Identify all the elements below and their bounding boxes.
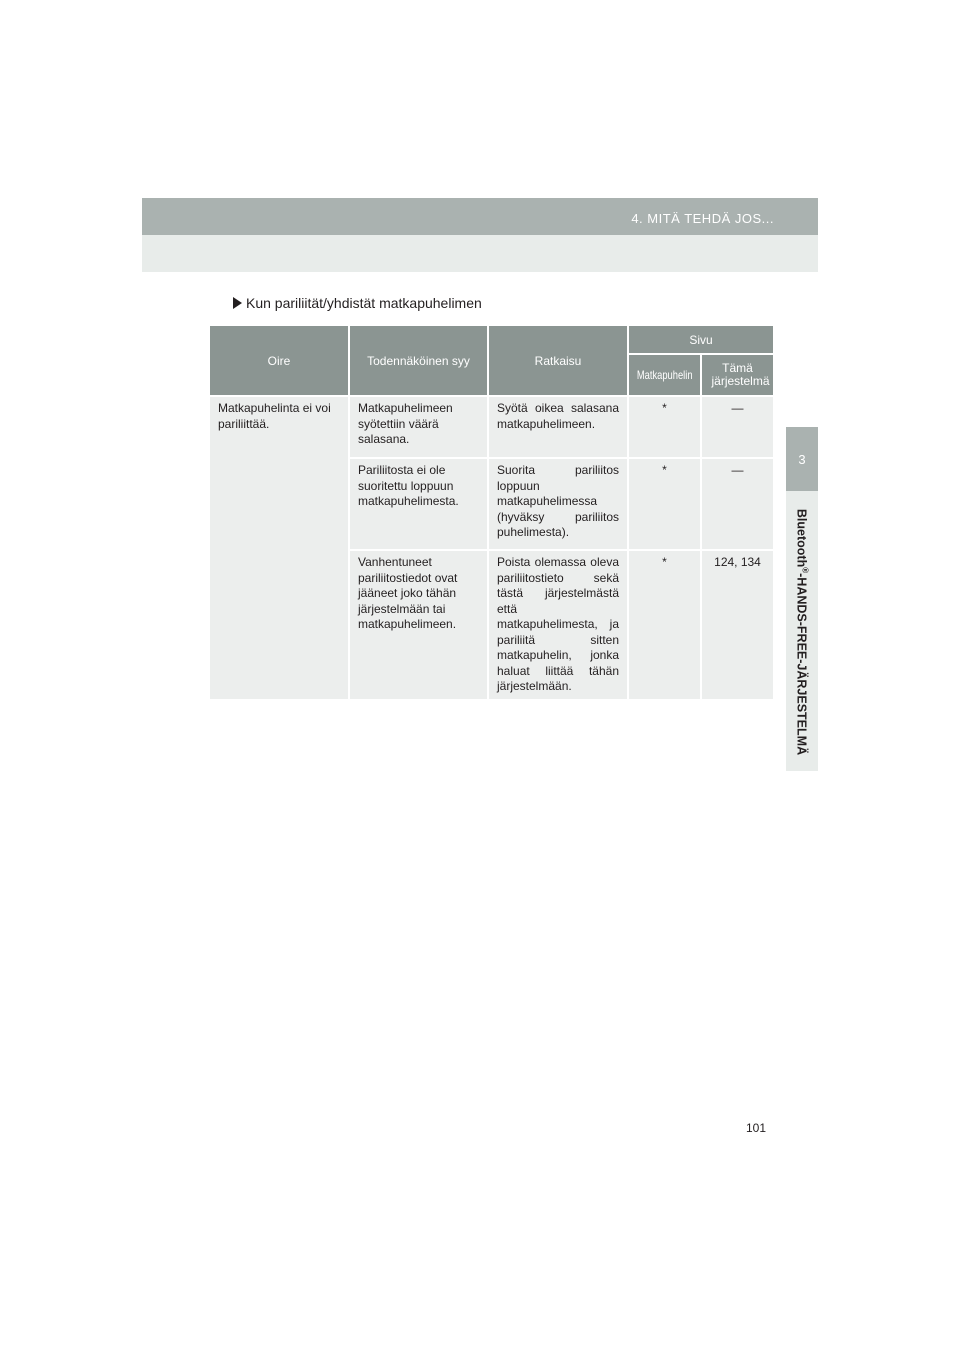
side-tab-number: 3 <box>786 427 818 491</box>
symptom-cell: Matkapuhelinta ei voi pariliittää. <box>210 396 349 700</box>
page-number: 101 <box>746 1121 767 1135</box>
triangle-bullet-icon <box>233 297 242 309</box>
system-page-cell <box>701 396 773 458</box>
column-header-page-system <box>701 354 773 396</box>
chapter-header-bar <box>142 198 818 235</box>
system-page-cell: 124, 134 <box>701 550 773 700</box>
side-tab-label <box>794 509 809 755</box>
solution-cell: Poista olemassa oleva pariliitostieto sekä tästä järjestelmästä että matkapuhelimesta, ja pariliitä sitten matkapuhelin, jonka haluat liittää tähän järjestelmään. <box>488 550 628 700</box>
side-tab-label-suffix: -HANDS-FREE-JÄRJESTELMÄ <box>794 573 809 756</box>
phone-page-cell: * <box>628 458 701 550</box>
troubleshooting-table <box>210 326 773 701</box>
chapter-header-subbar <box>142 235 818 272</box>
cause-cell: Pariliitosta ei ole suoritettu loppuun matkapuhelimesta. <box>349 458 488 550</box>
solution-cell: Syötä oikea salasana matkapuhelimeen. <box>488 396 628 458</box>
system-page-value: — <box>731 401 744 415</box>
column-header-cause: Todennäköinen syy <box>349 326 488 396</box>
column-header-solution: Ratkaisu <box>488 326 628 396</box>
table-row <box>210 396 773 458</box>
chapter-title: 4. MITÄ TEHDÄ JOS... <box>631 211 774 226</box>
system-page-value: — <box>731 463 744 477</box>
section-heading <box>233 295 482 311</box>
phone-page-cell: * <box>628 396 701 458</box>
column-header-page: Sivu <box>628 326 773 354</box>
cause-cell: Vanhentuneet pariliitostiedot ovat jääneet joko tähän järjestelmään tai matkapuhelimeen. <box>349 550 488 700</box>
column-header-symptom: Oire <box>210 326 349 396</box>
cause-cell: Matkapuhelimeen syötettiin väärä salasana. <box>349 396 488 458</box>
column-header-page-phone <box>628 354 701 396</box>
solution-cell: Suorita pariliitos loppuun matkapuhelimessa (hyväksy pariliitos puhelimesta). <box>488 458 628 550</box>
system-page-cell <box>701 458 773 550</box>
phone-page-cell: * <box>628 550 701 700</box>
section-heading-text: Kun pariliität/yhdistät matkapuhelimen <box>246 295 482 311</box>
registered-mark: ® <box>800 567 810 574</box>
column-header-page-phone-text: Matkapuhelin <box>636 367 693 382</box>
column-header-page-system-text: Tämä järjestelmä <box>711 361 770 388</box>
side-tab-label-prefix: Bluetooth <box>794 508 809 568</box>
